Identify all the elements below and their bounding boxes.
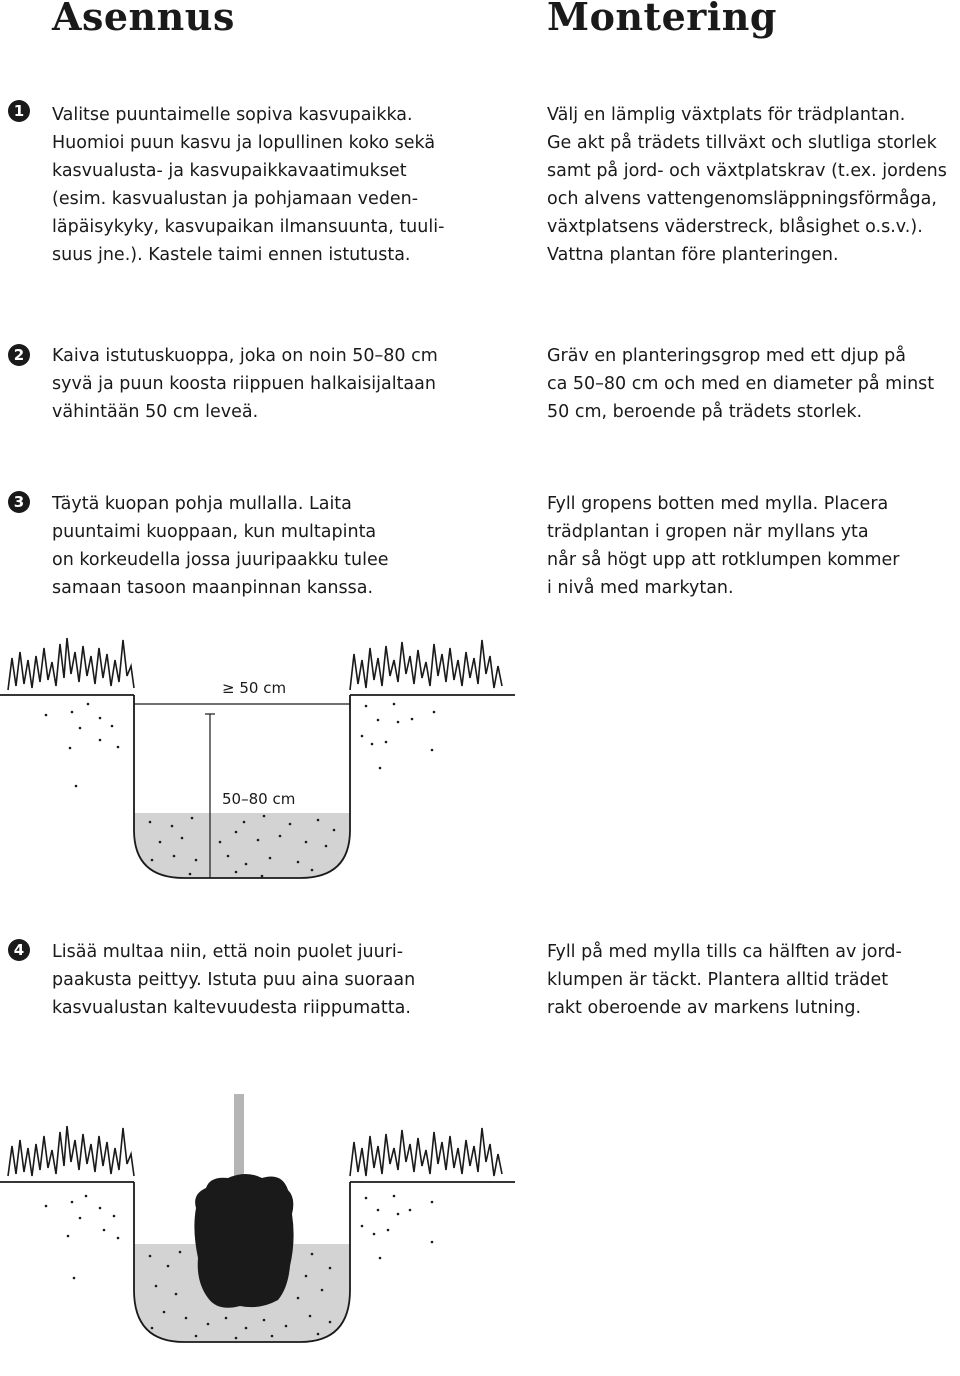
step-4-text-finnish: Lisää multaa niin, että noin puolet juuri- paakusta peittyy. Istuta puu aina suoraan kasvualustan kaltevuudesta riippumatta. — [52, 942, 416, 1018]
grass-left — [8, 638, 134, 690]
step-3-text-finnish: Täytä kuopan pohja mullalla. Laita puuntaimi kuoppaan, kun multapinta on korkeudella jossa juuripaakku tulee samaan tasoon maanpinnan kanssa. — [52, 494, 389, 598]
step-number-badge: 2 — [8, 344, 30, 366]
step-2-text-finnish: Kaiva istutuskuoppa, joka on noin 50–80 cm syvä ja puun koosta riippuen halkaisijaltaan vähintään 50 cm leveä. — [52, 346, 438, 422]
grass-left — [8, 1126, 134, 1176]
root-ball — [194, 1174, 293, 1308]
step-number-badge: 1 — [8, 100, 30, 122]
step-1-text-finnish: Valitse puuntaimelle sopiva kasvupaikka. Huomioi puun kasvu ja lopullinen koko sekä kasvualusta- ja kasvupaikkavaatimukset (esim. kasvualustan ja pohjamaan veden- läpäisykyky, kasvupaikan ilmansuunta, tuuli- suus jne.). Kastele taimi ennen istutusta. — [52, 105, 445, 265]
soil-fill — [134, 813, 350, 878]
width-label: ≥ 50 cm — [222, 679, 287, 697]
step-3-text-swedish: Fyll gropens botten med mylla. Placera trädplantan i gropen när myllans yta når så högt upp att rotklumpen kommer i nivå med markytan. — [547, 494, 900, 598]
planted-tree-diagram — [0, 1090, 530, 1376]
tree-trunk — [234, 1094, 244, 1186]
step-2-text-swedish: Gräv en planteringsgrop med ett djup på ca 50–80 cm och med en diameter på minst 50 cm, beroende på trädets storlek. — [547, 346, 935, 422]
step-1-text-swedish: Välj en lämplig växtplats för trädplantan. Ge akt på trädets tillväxt och slutliga storlek samt på jord- och växtplatskrav (t.ex. jordens och alvens vattengenomsläppningsförmåga, växtplatsens väderstreck, blåsighet o.s.v.). Vattna plantan före planteringen. — [547, 105, 947, 265]
planting-hole-diagram — [0, 630, 530, 890]
grass-right — [350, 640, 502, 690]
step-number-badge: 3 — [8, 491, 30, 513]
depth-label: 50–80 cm — [222, 790, 296, 808]
grass-right — [350, 1128, 502, 1176]
title-swedish: Montering — [547, 0, 777, 39]
step-4-text-swedish: Fyll på med mylla tills ca hälften av jord- klumpen är täckt. Plantera alltid trädet rakt oberoende av markens lutning. — [547, 942, 902, 1018]
title-finnish: Asennus — [52, 0, 235, 39]
step-number-badge: 4 — [8, 939, 30, 961]
